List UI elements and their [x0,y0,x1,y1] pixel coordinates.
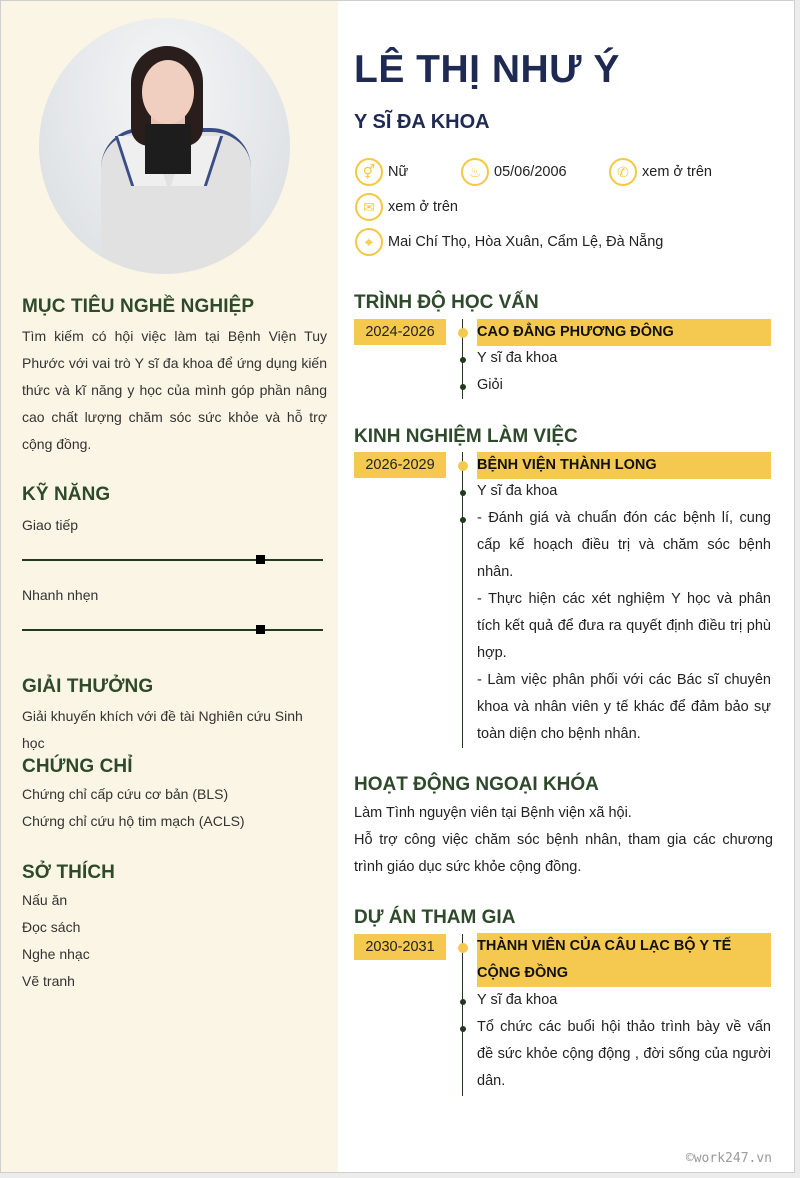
award-item: Giải khuyến khích với đề tài Nghiên cứu Sinh học [22,708,303,751]
skill-bar [22,559,323,561]
avatar [39,18,290,274]
gender-info [355,158,408,186]
timeline-dot [458,943,468,953]
awards-heading: GIẢI THƯỞNG [22,676,154,697]
objective-heading: MỤC TIÊU NGHỀ NGHIỆP [22,296,255,317]
timeline-dot [458,461,468,471]
cake-icon: ♨ [461,158,489,186]
project-detail: Tổ chức các buổi hội thảo trình bày về vấn đề sức khỏe cộng động , đời sống của người dân. [477,1019,771,1089]
timeline-bullet [460,517,466,523]
timeline-bullet [460,999,466,1005]
skill-name: Giao tiếp [22,517,79,533]
map-icon: ⌖ [355,228,383,256]
timeline-bullet [460,357,466,363]
hobbies-heading: SỞ THÍCH [22,862,116,883]
hobbies-section [22,861,327,995]
timeline-line [462,452,463,748]
experience-detail: - Thực hiện các xét nghiệm Y học và phân tích kết quả để đưa ra quyết định điều trị phù hợp. [477,591,771,661]
experience-heading: KINH NGHIỆM LÀM VIỆC [354,426,578,447]
hobby-item: Vẽ tranh [22,973,75,989]
awards-section [22,675,327,757]
timeline-dot [458,328,468,338]
timeline-line [462,934,463,1096]
candidate-name: LÊ THỊ NHƯ Ý [354,48,620,91]
activity-line: Làm Tình nguyện viên tại Bệnh viện xã hội. [354,805,632,821]
experience-date: 2026-2029 [354,452,446,478]
skill-bar [22,629,323,631]
skill-item [22,515,327,561]
activity-line: Hỗ trợ công việc chăm sóc bệnh nhân, tham gia các chương trình giáo dục sức khỏe cộng đồng. [354,832,773,875]
birthday-info [461,158,567,186]
skill-item [22,585,327,631]
skill-level-marker [256,625,265,634]
project-org: THÀNH VIÊN CỦA CÂU LẠC BỘ Y TẾ CỘNG ĐỒNG [477,933,771,987]
timeline-bullet [460,490,466,496]
gender-value: Nữ [388,164,409,180]
certificate-item: Chứng chỉ cấp cứu cơ bản (BLS) [22,786,229,802]
certificates-section [22,755,327,835]
phone-info [609,158,712,186]
experience-detail: - Làm việc phân phối với các Bác sĩ chuyên khoa và nhân viên y tế khác để đảm bảo sự toàn diện cho bệnh nhân. [477,672,771,742]
timeline-bullet [460,1026,466,1032]
education-heading: TRÌNH ĐỘ HỌC VẤN [354,292,539,313]
birthday-value: 05/06/2006 [494,164,567,180]
hobby-item: Đọc sách [22,919,81,935]
experience-detail: Y sĩ đa khoa [477,483,558,499]
email-icon: ✉ [355,193,383,221]
main-content [338,1,794,1172]
certificate-item: Chứng chỉ cứu hộ tim mạch (ACLS) [22,813,245,829]
phone-value: xem ở trên [642,164,712,180]
address-info [355,228,663,256]
education-detail: Y sĩ đa khoa [477,350,558,366]
email-value: xem ở trên [388,199,458,215]
sidebar [1,1,338,1172]
watermark: ©work247.vn [685,1151,772,1166]
objective-section [22,295,327,458]
activities-heading: HOẠT ĐỘNG NGOẠI KHÓA [354,774,599,795]
timeline-bullet [460,384,466,390]
hobby-item: Nấu ăn [22,892,68,908]
skill-level-marker [256,555,265,564]
address-value: Mai Chí Thọ, Hòa Xuân, Cẩm Lệ, Đà Nẵng [388,234,664,250]
objective-text: Tìm kiếm có hội việc làm tại Bệnh Viện Tuy Phước với vai trò Y sĩ đa khoa để ứng dụng kiến thức và kĩ năng y học của mình góp phần nâng cao chất lượng chăm sóc sức khỏe và hỗ trợ cộng đồng. [22,328,327,452]
education-detail: Giỏi [477,377,503,393]
projects-heading: DỰ ÁN THAM GIA [354,907,516,928]
experience-org: BỆNH VIỆN THÀNH LONG [477,452,771,479]
project-date: 2030-2031 [354,934,446,960]
phone-icon: ✆ [609,158,637,186]
email-info [355,193,458,221]
skill-name: Nhanh nhẹn [22,587,99,603]
job-title: Y SĨ ĐA KHOA [354,111,490,133]
hobby-item: Nghe nhạc [22,946,90,962]
certificates-heading: CHỨNG CHỈ [22,756,133,777]
experience-detail: - Đánh giá và chuẩn đón các bệnh lí, cung cấp kế hoạch điều trị và chăm sóc bệnh nhân. [477,510,771,580]
education-date: 2024-2026 [354,319,446,345]
gender-icon: ⚥ [355,158,383,186]
project-detail: Y sĩ đa khoa [477,992,558,1008]
education-org: CAO ĐẲNG PHƯƠNG ĐÔNG [477,319,771,346]
skills-heading: KỸ NĂNG [22,484,111,505]
skills-section [22,483,327,631]
